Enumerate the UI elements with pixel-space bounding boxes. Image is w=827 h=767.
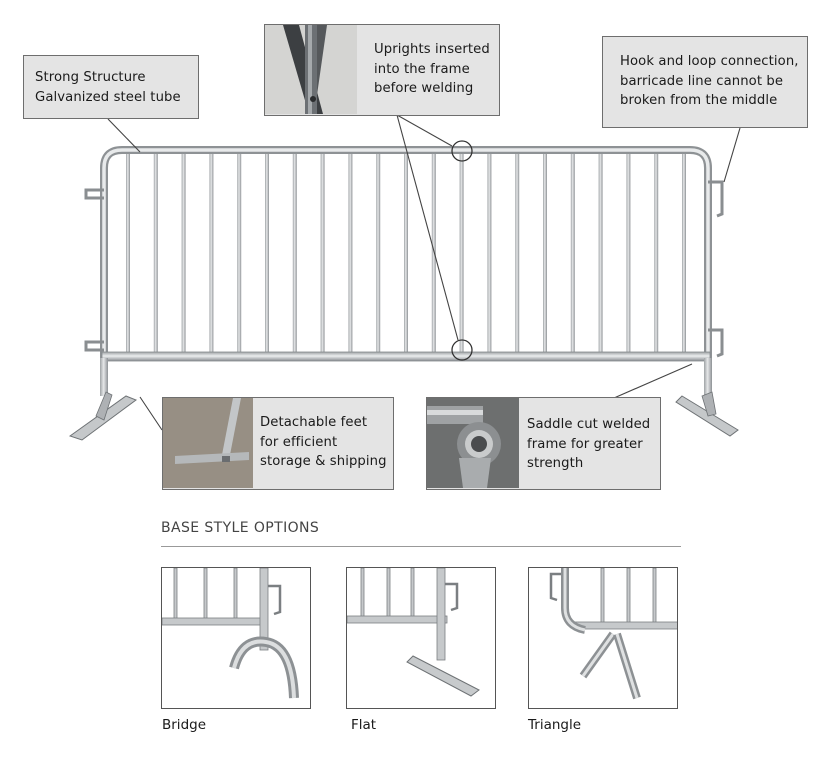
fence-bar [126,152,130,354]
right-foot [676,392,738,436]
base-option-bridge-label: Bridge [162,717,207,733]
callout-text-line: Uprights inserted [374,42,490,57]
fence-bar [654,152,658,354]
fence-bar [626,152,630,354]
callout-saddle-cut [426,397,661,490]
fence-bar [460,152,464,354]
base-option-bridge-image [161,567,311,709]
base-option-flat-label: Flat [351,717,377,733]
fence-bar [182,152,186,354]
fence-bar [321,152,325,354]
fence-bar [154,152,158,354]
callout-text-line: for efficient [260,434,338,450]
fence-bar [293,152,297,354]
fence-bar [543,152,547,354]
fence-bar [487,152,491,354]
saddle-weld-photo [427,398,519,489]
fence-bar [571,152,575,354]
fence-bar [404,152,408,354]
fence-bar [348,152,352,354]
callout-text-line: before welding [374,81,474,96]
callout-detachable-feet [162,397,394,490]
base-option-triangle-label: Triangle [528,717,582,733]
fence-bar [237,152,241,354]
callout-text-line: Detachable feet [260,415,368,430]
callout-strong-structure [23,55,199,119]
fence-bar [209,152,213,354]
fence-bar [682,152,686,354]
fence-bar [515,152,519,354]
fence-bar [432,152,436,354]
callout-text-line: Saddle cut welded [527,417,651,432]
fence-bar [599,152,603,354]
callout-uprights [264,24,500,116]
callout-text-line: Galvanized steel tube [35,89,181,105]
base-style-title: BASE STYLE OPTIONS [161,520,320,536]
fence-bottom-rail [102,352,710,361]
callout-text-line: Hook and loop connection, [620,54,799,69]
left-foot [70,392,136,440]
base-option-flat-image [346,567,496,709]
callout-text-line: Strong Structure [35,70,146,85]
callout-text-line: into the frame [374,61,470,77]
fence-bar [265,152,269,354]
callout-text-line: frame for greater [527,436,643,452]
callout-text-line: strength [527,456,584,471]
callout-text-line: broken from the middle [620,93,778,108]
section-divider [161,546,681,547]
callout-text-line: barricade line cannot be [620,73,784,89]
fence-bars [126,152,686,354]
upright-weld-photo [265,25,357,115]
callout-text-line: storage & shipping [260,454,387,469]
leader-lines [108,115,740,430]
fence-bar [376,152,380,354]
detachable-feet-photo [163,398,253,489]
base-option-triangle-image [528,567,678,709]
callout-hook-loop [602,36,808,128]
